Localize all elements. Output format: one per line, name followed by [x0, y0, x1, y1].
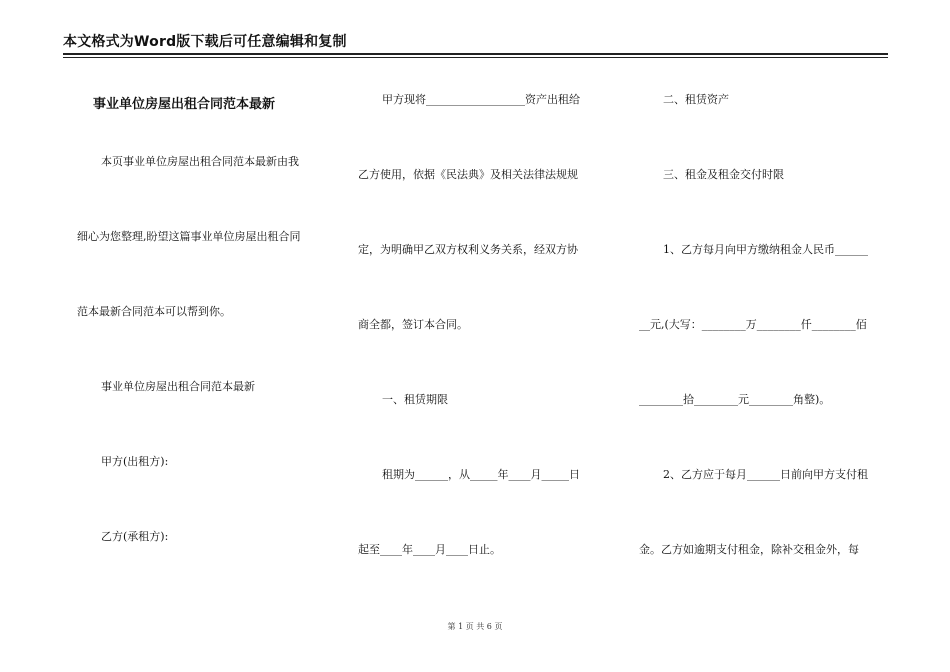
page-header: 本文格式为Word版下载后可任意编辑和复制 — [63, 34, 347, 50]
col1-line: 甲方(出租方): — [101, 455, 169, 468]
col1-line: 事业单位房屋出租合同范本最新 — [101, 380, 255, 393]
col3-line: 1、乙方每月向甲方缴纳租金人民币______ — [663, 243, 868, 256]
header-rule-thin — [63, 57, 888, 58]
col2-line: 租期为______，从_____年____月_____日 — [382, 468, 580, 481]
col2-line: 乙方使用，依据《民法典》及相关法律法规规 — [358, 168, 578, 181]
col1-line: 范本最新合同范本可以帮到你。 — [77, 305, 231, 318]
col3-line: 二、租赁资产 — [663, 93, 729, 106]
col2-line: 商全都，签订本合同。 — [358, 318, 468, 331]
col2-line: 定，为明确甲乙双方权利义务关系，经双方协 — [358, 243, 578, 256]
document-title: 事业单位房屋出租合同范本最新 — [93, 97, 276, 112]
col3-line: 金。乙方如逾期支付租金，除补交租金外，每 — [639, 543, 859, 556]
col3-line: ________拾________元________角整)。 — [639, 393, 831, 406]
col1-line: 本页事业单位房屋出租合同范本最新由我 — [101, 155, 299, 168]
col3-line: __元,(大写：________万________仟________佰 — [639, 318, 867, 331]
header-rule-thick — [63, 53, 888, 55]
col3-line: 三、租金及租金交付时限 — [663, 168, 784, 181]
col2-line: 起至____年____月____日止。 — [358, 543, 501, 556]
col1-line: 乙方(承租方): — [101, 530, 169, 543]
col2-line: 甲方现将__________________资产出租给 — [382, 93, 580, 106]
col3-line: 2、乙方应于每月______日前向甲方支付租 — [663, 468, 868, 481]
col1-line: 细心为您整理,盼望这篇事业单位房屋出租合同 — [77, 230, 301, 243]
page-footer: 第 1 页 共 6 页 — [447, 622, 503, 631]
col2-line: 一、租赁期限 — [382, 393, 448, 406]
